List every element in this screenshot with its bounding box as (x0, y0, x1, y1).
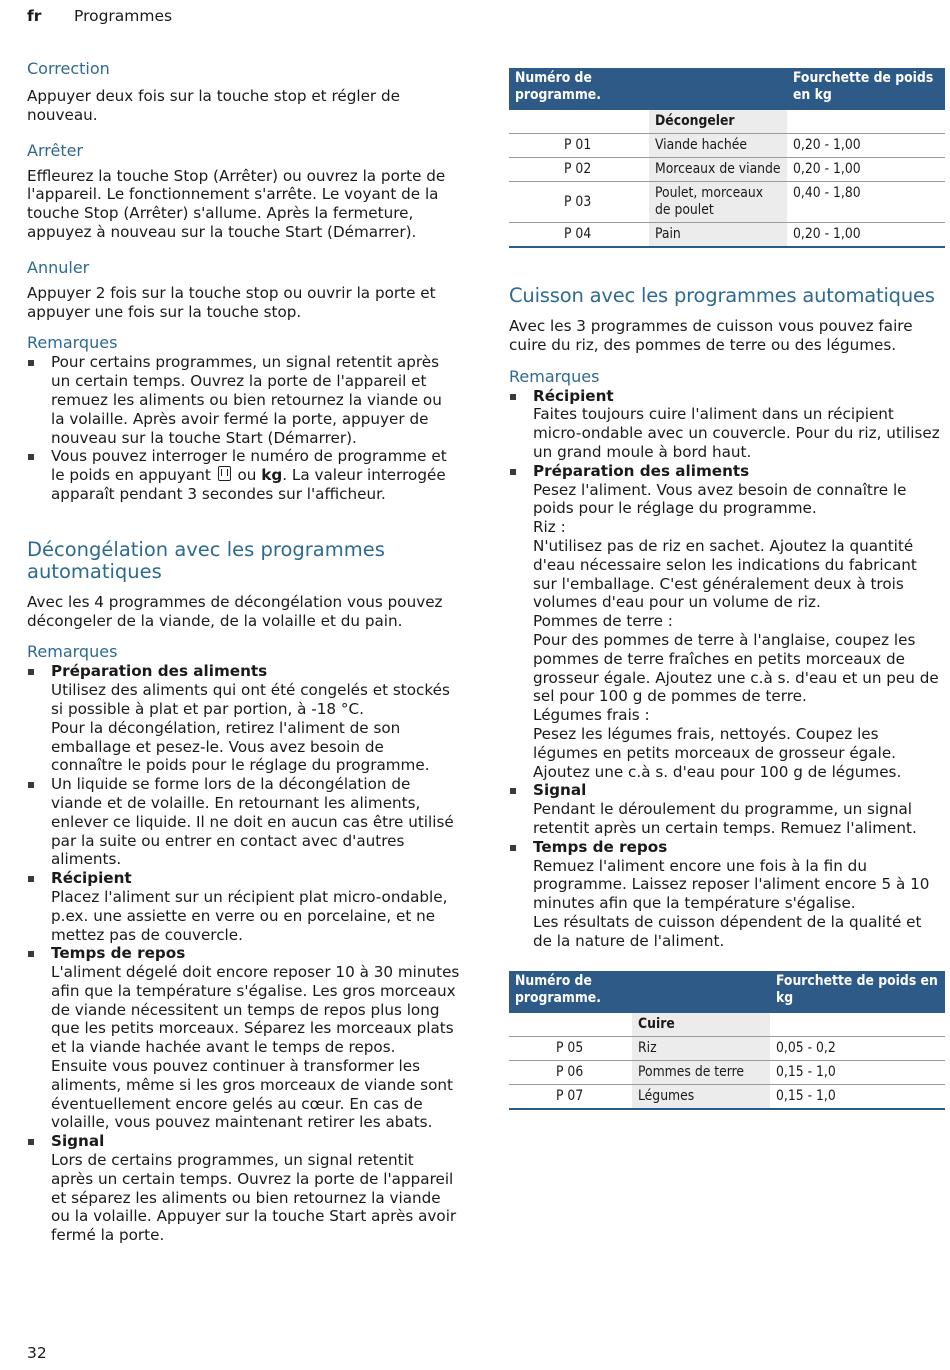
column-header: Numéro de programme. (509, 971, 632, 1013)
page-header (27, 7, 173, 26)
list-item (27, 353, 460, 447)
item-label: Légumes frais : (533, 706, 650, 725)
item-text: Pour la décongélation, retirez l'aliment de son emballage et pesez-le. Vous avez besoin de connaître le poids pour le réglage du programme. (51, 718, 430, 775)
program-key-icon (218, 466, 231, 481)
item-text: Utilisez des aliments qui ont été congelés et stockés si possible à plat et par portion, à -18 °C. (51, 681, 450, 718)
item-title: Préparation des aliments (533, 461, 750, 480)
correction-text: Appuyer deux fois sur la touche stop et régler de nouveau. (27, 87, 400, 124)
table-header-row (509, 971, 945, 1013)
weight-range: 0,20 - 1,00 (787, 134, 945, 158)
cuisson-intro: Avec les 3 programmes de cuisson vous pouvez faire cuire du riz, des pommes de terre ou des légumes. (509, 317, 913, 354)
section-title: Programmes (74, 7, 173, 25)
column-header: Fourchette de poids en kg (770, 971, 945, 1013)
table-row (509, 1060, 945, 1084)
list-item (509, 781, 945, 837)
decongelation-list (27, 662, 460, 1245)
item-text: Remuez l'aliment encore une fois à la fin du programme. Laissez reposer l'aliment encore 5 à 10 minutes afin que la température s'égalise. (533, 856, 930, 913)
list-item (27, 662, 460, 775)
right-column (509, 68, 945, 1110)
table-header-row (509, 68, 945, 110)
table-group-row (509, 110, 945, 134)
annuler-heading: Annuler (27, 257, 90, 277)
list-item (509, 387, 945, 462)
cuisson-list (509, 387, 945, 951)
item-title: Temps de repos (51, 944, 186, 963)
food-name: Légumes (632, 1084, 770, 1109)
decongelation-remarques-heading: Remarques (27, 642, 118, 662)
list-item (509, 838, 945, 951)
program-number: P 06 (509, 1060, 632, 1084)
arreter-text: Effleurez la touche Stop (Arrêter) ou ouvrez la porte de l'appareil. Le fonctionnement s'arrête. Le voyant de la touche Stop (Arrêter) s'allume. Après la fermeture, appuyez à nouveau sur la touche Start (Démarrer). (27, 166, 446, 241)
program-number: P 04 (509, 223, 649, 248)
defrost-programs-table (509, 68, 945, 248)
item-text: Pour des pommes de terre à l'anglaise, coupez les pommes de terre fraîches en petits morceaux de grosseur égale. Ajoutez une c.à s. d'eau et un peu de sel pour 100 g de pommes de terre. (533, 630, 939, 706)
weight-range: 0,15 - 1,0 (770, 1084, 945, 1109)
left-column (27, 59, 460, 1245)
list-item (27, 1132, 460, 1245)
program-number: P 07 (509, 1084, 632, 1109)
decongelation-heading: Décongélation avec les programmes automatiques (27, 537, 385, 583)
food-name: Riz (632, 1036, 770, 1060)
food-name: Viande hachée (649, 134, 787, 158)
list-item (27, 944, 460, 1132)
item-text: Faites toujours cuire l'aliment dans un récipient micro-ondable avec un couvercle. Pour du riz, utilisez un grand moule à bord haut. (533, 405, 940, 461)
program-number: P 03 (509, 182, 649, 223)
page-number: 32 (27, 1344, 47, 1362)
table-row (509, 158, 945, 182)
item-text: N'utilisez pas de riz en sachet. Ajoutez la quantité d'eau nécessaire selon les indications du fabricant sur l'emballage. C'est généralement deux à trois volumes d'eau pour un volume de riz. (533, 536, 917, 612)
weight-range: 0,15 - 1,0 (770, 1060, 945, 1084)
program-number: P 05 (509, 1036, 632, 1060)
weight-range: 0,40 - 1,80 (787, 182, 945, 223)
cuisson-heading: Cuisson avec les programmes automatiques (509, 284, 935, 307)
food-name: Pommes de terre (632, 1060, 770, 1084)
language-code: fr (27, 7, 42, 25)
remark-text: ou (237, 466, 257, 485)
cuisson-remarques-heading: Remarques (509, 366, 600, 386)
annuler-text: Appuyer 2 fois sur la touche stop ou ouvrir la porte et appuyer une fois sur la touche stop. (27, 283, 436, 321)
list-item (27, 447, 460, 503)
remarques-list (27, 353, 460, 503)
item-title: Récipient (533, 386, 614, 405)
item-title: Préparation des aliments (51, 662, 268, 681)
weight-range: 0,05 - 0,2 (770, 1036, 945, 1060)
item-text: Pesez l'aliment. Vous avez besoin de connaître le poids pour le réglage du programme. (533, 480, 907, 518)
decongelation-intro: Avec les 4 programmes de décongélation vous pouvez décongeler de la viande, de la volaille et du pain. (27, 592, 443, 630)
remark-text: Vous pouvez interroger le numéro de programme et le poids en appuyant (51, 447, 447, 485)
column-header: Fourchette de poids en kg (787, 68, 945, 110)
food-name: Pain (649, 223, 787, 248)
column-header (632, 971, 770, 1013)
table-row (509, 1084, 945, 1109)
table-row (509, 223, 945, 248)
item-text: Les résultats de cuisson dépendent de la qualité et de la nature de l'aliment. (533, 912, 922, 950)
list-item (27, 775, 460, 869)
program-number: P 02 (509, 158, 649, 182)
list-item (27, 869, 460, 944)
item-label: Pommes de terre : (533, 612, 673, 631)
arreter-heading: Arrêter (27, 140, 84, 160)
kg-key-label: kg (261, 466, 283, 485)
item-title: Signal (533, 781, 587, 800)
item-title: Récipient (51, 869, 132, 888)
item-title: Signal (51, 1132, 105, 1151)
cooking-programs-table (509, 971, 945, 1110)
remark-text: . La valeur interrogée apparaît pendant 3 secondes sur l'afficheur. (51, 466, 446, 503)
food-name: Poulet, morceaux de poulet (649, 182, 787, 223)
item-text: Placez l'aliment sur un récipient plat micro-ondable, p.ex. une assiette en verre ou en porcelaine, et ne mettez pas de couvercle. (51, 887, 448, 944)
table-row (509, 134, 945, 158)
group-label: Cuire (632, 1013, 770, 1037)
item-label: Riz : (533, 518, 566, 537)
remark-text: Pour certains programmes, un signal retentit après un certain temps. Ouvrez la porte de l'appareil et remuez les aliments ou bien retournez la viande ou la volaille. Après avoir fermé la porte, appuyer de nouveau sur la touche Start (Démarrer). (51, 353, 442, 447)
weight-range: 0,20 - 1,00 (787, 158, 945, 182)
food-name: Morceaux de viande (649, 158, 787, 182)
weight-range: 0,20 - 1,00 (787, 223, 945, 248)
table-group-row (509, 1013, 945, 1037)
item-text: Pesez les légumes frais, nettoyés. Coupez les légumes en petits morceaux de grosseur égale. Ajoutez une c.à s. d'eau pour 100 g de légumes. (533, 724, 902, 781)
program-number: P 01 (509, 134, 649, 158)
item-text: Lors de certains programmes, un signal retentit après un certain temps. Ouvrez la porte de l'appareil et séparez les aliments ou bien retournez la viande ou la volaille. Appuyer sur la touche Start après avoir fermé la porte. (51, 1151, 457, 1245)
item-title: Temps de repos (533, 837, 668, 856)
item-text: Un liquide se forme lors de la décongélation de viande et de volaille. En retournant les aliments, enlever ce liquide. Il ne doit en aucun cas être utilisé par la suite ou entrer en contact avec d'autres aliments. (51, 775, 454, 869)
correction-heading: Correction (27, 59, 110, 78)
list-item (509, 462, 945, 782)
item-text: Ensuite vous pouvez continuer à transformer les aliments, même si les gros morceaux de viande sont éventuellement encore gelés au cœur. En cas de volaille, vous pouvez maintenant retirer les abats. (51, 1057, 453, 1132)
column-header (649, 68, 787, 110)
item-text: Pendant le déroulement du programme, un signal retentit après un certain temps. Remuez l'aliment. (533, 800, 917, 837)
table-row (509, 182, 945, 223)
group-label: Décongeler (649, 110, 787, 134)
remarques-heading: Remarques (27, 333, 118, 353)
column-header: Numéro de programme. (509, 68, 649, 110)
table-row (509, 1036, 945, 1060)
item-text: L'aliment dégelé doit encore reposer 10 à 30 minutes afin que la température s'égalise. Les gros morceaux de viande nécessitent un temps de repos plus long que les petits morceaux. Séparez les morceaux plats et la viande hachée avant le temps de repos. (51, 963, 460, 1057)
